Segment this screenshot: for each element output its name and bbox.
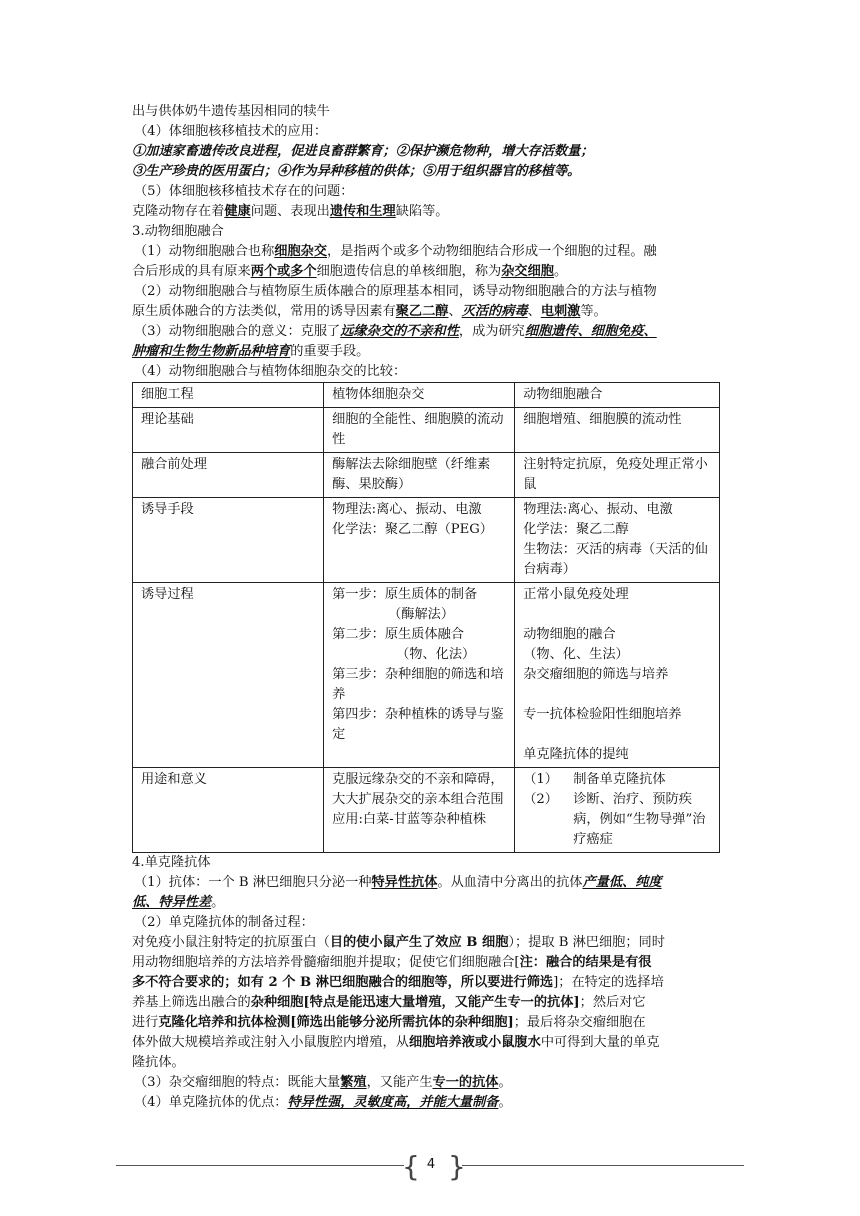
comparison-table	[132, 382, 720, 853]
table-cell: 克服远缘杂交的不亲和障碍，大大扩展杂交的亲本组合范围 应用:白菜-甘蓝等杂种植株	[324, 768, 515, 853]
text-line: （3）动物细胞融合的意义：克服了远缘杂交的不亲和性，成为研究细胞遗传、细胞免疫、	[134, 324, 657, 339]
text-line: 合后形成的具有原来两个或多个细胞遗传信息的单核细胞，称为杂交细胞。	[132, 264, 568, 279]
section-heading: 3.动物细胞融合	[132, 224, 224, 239]
text-line: 养基上筛选出融合的杂种细胞[特点是能迅速大量增殖，又能产生专一的抗体]；然后对它	[132, 995, 646, 1010]
table-cell: 第一步：原生质体的制备 （酶解法） 第二步：原生质体融合 （物、化法） 第三步：杂种细胞的筛选和培养 第四步：杂种植株的诱导与鉴定	[324, 583, 515, 768]
table-cell: 物理法:离心、振动、电激 化学法：聚乙二醇 生物法：灭活的病毒（天活的仙台病毒）	[515, 498, 720, 583]
table-row	[133, 768, 720, 853]
text-line: ①加速家畜遗传改良进程，促进良畜群繁育；②保护濒危物种，增大存活数量；	[132, 144, 594, 159]
table-cell: 诱导过程	[133, 583, 324, 768]
page-number: 4	[426, 1157, 436, 1172]
text-line: 对免疫小鼠注射特定的抗原蛋白（目的使小鼠产生了效应 B 细胞）；提取 B 淋巴细胞；同时	[132, 935, 665, 950]
table-cell: 酶解法去除细胞壁（纤维素酶、果胶酶）	[324, 453, 515, 498]
table-cell: 理论基础	[133, 408, 324, 453]
text-line: 进行克隆化培养和抗体检测[筛选出能够分泌所需抗体的杂种细胞]；最后将杂交瘤细胞在	[132, 1015, 646, 1030]
table-cell: （1） 制备单克隆抗体 （2） 诊断、治疗、预防疾病，例如“生物导弹”治疗癌症	[515, 768, 720, 853]
table-header-cell: 植物体细胞杂交	[324, 383, 515, 408]
text-line: （1）抗体：一个 B 淋巴细胞只分泌一种特异性抗体。从血清中分离出的抗体产量低、纯度	[134, 875, 662, 890]
text-line: 用动物细胞培养的方法培养骨髓瘤细胞并提取；促使它们细胞融合[注：融合的结果是有很	[132, 955, 652, 970]
text-line: 克隆动物存在着健康问题、表现出遗传和生理缺陷等。	[132, 204, 449, 219]
table-cell: 正常小鼠免疫处理 动物细胞的融合 （物、化、生法） 杂交瘤细胞的筛选与培养 专一抗体检验阳性细胞培养 单克隆抗体的提纯	[515, 583, 720, 768]
text-line: （2）动物细胞融合与植物原生质体融合的原理基本相同，诱导动物细胞融合的方法与植物	[134, 284, 657, 299]
text-line: （2）单克隆抗体的制备过程：	[134, 915, 314, 930]
table-header-cell: 动物细胞融合	[515, 383, 720, 408]
text-line: （4）单克隆抗体的优点：特异性强，灵敏度高，并能大量制备。	[134, 1095, 512, 1110]
footer-rule-right	[462, 1165, 744, 1166]
text-line: （3）杂交瘤细胞的特点：既能大量繁殖，又能产生专一的抗体。	[134, 1075, 512, 1090]
text-line: 原生质体融合的方法类似，常用的诱导因素有聚乙二醇、灭活的病毒、电刺激等。	[132, 304, 607, 319]
text-line: 体外做大规模培养或注射入小鼠腹腔内增殖，从细胞培养液或小鼠腹水中可得到大量的单克	[132, 1035, 660, 1050]
text-line: 多不符合要求的；如有 2 个 B 淋巴细胞融合的细胞等，所以要进行筛选]；在特定的选择培	[132, 975, 664, 990]
text-line: ③生产珍贵的医用蛋白；④作为异种移植的供体；⑤用于组织器官的移植等。	[132, 164, 581, 179]
table-row	[133, 408, 720, 453]
table-cell: 用途和意义	[133, 768, 324, 853]
table-header-row	[133, 383, 720, 408]
table-row	[133, 583, 720, 768]
footer-rule-left	[116, 1165, 404, 1166]
text-line: 隆抗体。	[132, 1055, 185, 1070]
right-brace-icon: }	[448, 1150, 466, 1183]
table-cell: 注射特定抗原，免疫处理正常小鼠	[515, 453, 720, 498]
text-line: 肿瘤和生物生物新品种培育的重要手段。	[132, 344, 370, 359]
table-row	[133, 498, 720, 583]
table-cell: 诱导手段	[133, 498, 324, 583]
table-cell: 物理法:离心、振动、电激 化学法：聚乙二醇（PEG）	[324, 498, 515, 583]
left-brace-icon: {	[402, 1150, 420, 1183]
document-body	[132, 102, 732, 1113]
text-line: （1）动物细胞融合也称细胞杂交，是指两个或多个动物细胞结合形成一个细胞的过程。融	[134, 244, 657, 259]
text-line: 低、特异性差。	[132, 895, 225, 910]
text-line: 出与供体奶牛遗传基因相同的犊牛	[132, 104, 330, 119]
table-cell: 融合前处理	[133, 453, 324, 498]
table-cell: 细胞增殖、细胞膜的流动性	[515, 408, 720, 453]
section-heading: 4.单克隆抗体	[132, 855, 211, 870]
table-header-cell: 细胞工程	[133, 383, 324, 408]
table-cell: 细胞的全能性、细胞膜的流动性	[324, 408, 515, 453]
table-row	[133, 453, 720, 498]
text-line: （5）体细胞核移植技术存在的问题：	[134, 184, 354, 199]
text-line: （4）动物细胞融合与植物体细胞杂交的比较：	[134, 364, 407, 379]
text-line: （4）体细胞核移植技术的应用：	[134, 124, 328, 139]
